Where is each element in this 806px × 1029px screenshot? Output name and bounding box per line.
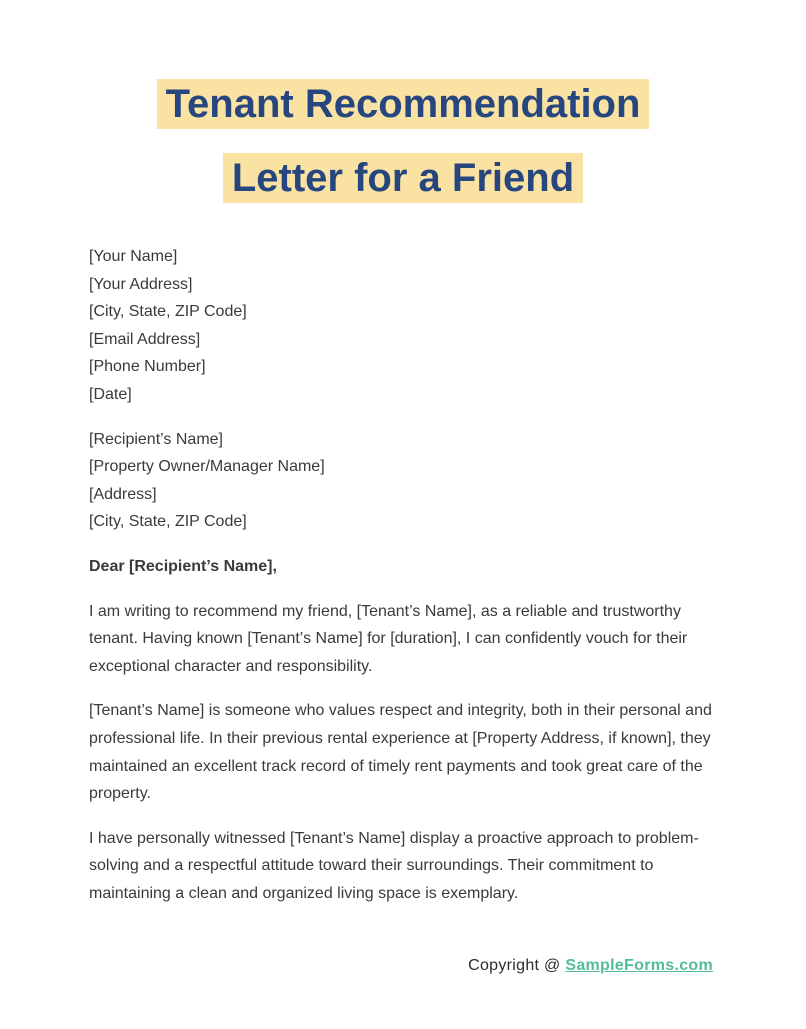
copyright-text: Copyright @ <box>468 957 566 974</box>
page-title-line-1 <box>0 67 806 141</box>
sender-date-line: [Date] <box>89 385 132 403</box>
body-paragraph-3: I have personally witnessed [Tenant’s Name] display a proactive approach to problem-solving and a respectful attitude toward their surroundings. Their commitment to maintaining a clean and organized living space is exemplary. <box>89 829 699 902</box>
sender-city-line: [City, State, ZIP Code] <box>89 303 247 321</box>
salutation: Dear [Recipient’s Name], <box>89 557 277 575</box>
recipient-owner-line: [Property Owner/Manager Name] <box>89 458 325 476</box>
letter-body <box>89 243 714 907</box>
page-title-line-2 <box>0 141 806 215</box>
page-title <box>0 0 806 215</box>
footer <box>468 957 713 975</box>
sender-address-line: [Your Address] <box>89 275 193 293</box>
title-highlight: Letter for a Friend <box>223 153 583 203</box>
sender-phone-line: [Phone Number] <box>89 358 206 376</box>
body-paragraph-2: [Tenant’s Name] is someone who values respect and integrity, both in their personal and professional life. In their previous rental experience at [Property Address, if known], they maintained an excellent track record of timely rent payments and took great care of the property. <box>89 702 712 803</box>
recipient-address-line: [Address] <box>89 485 157 503</box>
copyright-link[interactable]: SampleForms.com <box>565 957 713 974</box>
sender-block <box>89 243 714 409</box>
recipient-name-line: [Recipient’s Name] <box>89 430 223 448</box>
recipient-city-line: [City, State, ZIP Code] <box>89 513 247 531</box>
sender-name-line: [Your Name] <box>89 248 178 265</box>
sender-email-line: [Email Address] <box>89 330 201 348</box>
title-highlight: Tenant Recommendation <box>157 79 650 129</box>
recipient-block <box>89 426 714 536</box>
body-paragraph-1: I am writing to recommend my friend, [Tenant’s Name], as a reliable and trustworthy tenant. Having known [Tenant’s Name] for [duration], I can confidently vouch for their exceptional character and responsibility. <box>89 602 688 675</box>
